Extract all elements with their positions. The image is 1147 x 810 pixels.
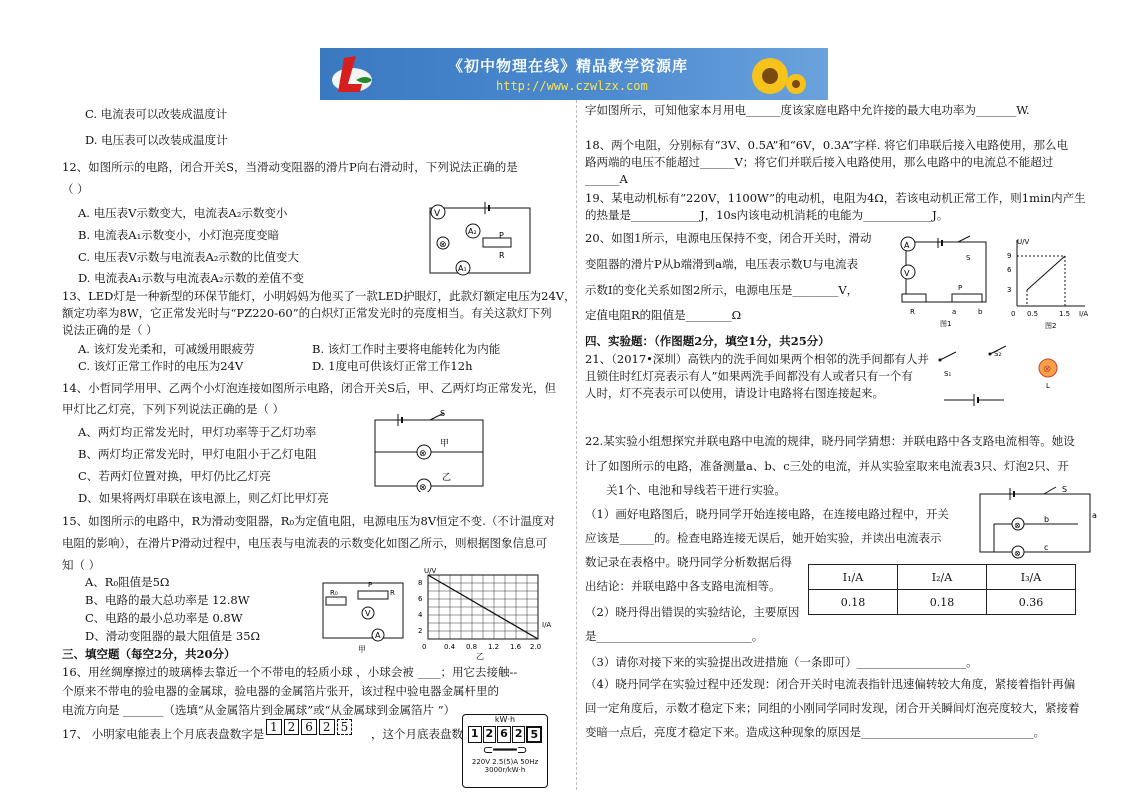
svg-text:⊗: ⊗ <box>1014 521 1021 530</box>
header-banner <box>320 48 828 100</box>
svg-text:U/V: U/V <box>424 567 437 575</box>
q22-line-2: 计了如图所示的电路，准备测量a、b、c三处的电流，并从实验室取来电流表3只、灯泡2只、开 <box>585 459 1069 473</box>
svg-text:P: P <box>368 581 373 589</box>
svg-text:⊗: ⊗ <box>419 449 427 459</box>
q18-line-2: 路两端的电压不能超过______V；将它们并联后接入电路使用，那么电路中的电流总不能超过 <box>585 155 1054 169</box>
svg-text:⊗: ⊗ <box>419 483 427 492</box>
q12-option-a: A. 电压表V示数变大，电流表A₂示数变小 <box>78 206 288 220</box>
section-3-title: 三、填空题（每空2分，共20分） <box>62 647 236 661</box>
svg-text:9: 9 <box>1007 252 1012 260</box>
q21-line-1: 21、（2017•深圳）高铁内的洗手间如果两个相邻的洗手间都有人并 <box>585 352 929 366</box>
svg-text:P: P <box>958 284 963 292</box>
svg-text:S₁: S₁ <box>944 370 952 378</box>
q22-4-line-1: （4）晓丹同学在实验过程中还发现：闭合开关时电流表指针迅速偏转较大角度，紧接着指针再偏 <box>585 677 1076 691</box>
q17-line-1: 17、 小明家电能表上个月底表盘数字是 <box>62 727 265 741</box>
svg-text:6: 6 <box>1007 266 1012 274</box>
q14-circuit-diagram <box>370 410 490 492</box>
q12-stem: 12、如图所示的电路，闭合开关S，当滑动变阻器的滑片P向右滑动时，下列说法正确的是 <box>62 160 518 174</box>
table-value-i2: 0.18 <box>898 590 987 615</box>
q21-line-2: 且锁住时红灯亮表示有人”如果两洗手间都没有人或者只有一个有 <box>585 369 913 383</box>
svg-text:图1: 图1 <box>940 320 952 328</box>
svg-text:图2: 图2 <box>1045 322 1057 330</box>
q14-option-d: D、如果将两灯串联在该电源上，则乙灯比甲灯亮 <box>78 491 329 505</box>
svg-text:R: R <box>910 308 915 316</box>
q14-stem-2: 甲灯比乙灯亮，下列下列说法正确的是（ ） <box>62 402 285 416</box>
svg-text:L: L <box>1046 382 1050 390</box>
q15-option-a: A、R₀阻值是5Ω <box>85 575 170 589</box>
q13-option-d: D. 1度电可供该灯正常工作12h <box>312 359 473 373</box>
table-header-i1: I₁/A <box>809 565 898 590</box>
banner-url[interactable]: http://www.czwlzx.com <box>496 79 648 93</box>
q12-option-c: C. 电压表V示数与电流表A₂示数的比值变大 <box>78 250 299 264</box>
q14-stem-1: 14、小哲同学用甲、乙两个小灯泡连接如图所示电路，闭合开关S后，甲、乙两灯均正常发光，但 <box>62 381 557 395</box>
q22-data-table <box>808 564 1076 615</box>
q12-bracket: （ ） <box>62 182 89 196</box>
svg-text:0: 0 <box>1011 310 1016 318</box>
svg-text:2.0: 2.0 <box>530 643 542 651</box>
svg-text:⊗: ⊗ <box>1043 364 1052 375</box>
banner-title: 《初中物理在线》精品教学资源库 <box>448 57 689 75</box>
q12-option-d: D. 电流表A₁示数与电流表A₂示数的差值不变 <box>78 271 304 285</box>
q18-line-1: 18、两个电阻，分别标有“3V、0.5A”和“6V，0.3A”字样. 将它们串联后接入电路使用，那么电 <box>585 138 1069 152</box>
svg-text:b: b <box>978 308 983 316</box>
q22-3-line: （3）请你对接下来的实验提出改进措施（一条即可）___________________。 <box>585 655 978 669</box>
table-header-i3: I₃/A <box>987 565 1076 590</box>
svg-text:R₀: R₀ <box>330 589 338 597</box>
svg-text:0: 0 <box>422 643 427 651</box>
q22-circuit-diagram <box>974 484 1098 560</box>
svg-text:b: b <box>1044 515 1050 524</box>
q13-option-c: C. 该灯正常工作时的电压为24V <box>78 359 244 373</box>
q19-line-2: 的热量是____________J，10s内该电动机消耗的电能为____________J。 <box>585 208 949 222</box>
svg-text:⊗: ⊗ <box>439 240 447 250</box>
svg-text:V: V <box>365 609 371 618</box>
q16-line-2: 个原来不带电的验电器的金属球，验电器的金属箔片张开，该过程中验电器金属杆里的 <box>62 684 499 698</box>
section-4-title: 四、实验题：（作图题2分，填空1分，共25分） <box>585 334 830 348</box>
svg-text:I/A: I/A <box>1079 310 1089 318</box>
q19-line-1: 19、某电动机标有“220V，1100W”的电动机，电阻为4Ω，若该电动机正常工作，则1min内产生 <box>585 191 1086 205</box>
q22-4-line-2: 回一定角度后，示数才稳定下来；同组的小刚同学同时发现，闭合开关瞬间灯泡亮度较大，紧接着 <box>585 701 1080 715</box>
svg-text:P: P <box>499 231 504 240</box>
svg-text:I/A: I/A <box>542 621 552 629</box>
svg-text:A₁: A₁ <box>458 264 467 273</box>
svg-text:1.6: 1.6 <box>510 643 522 651</box>
q22-2-line-1: （2）晓丹得出错误的实验结论，主要原因 <box>585 605 800 619</box>
q20-line-1: 20、如图1所示，电源电压保持不变，闭合开关时，滑动 <box>585 231 872 245</box>
svg-text:S₂: S₂ <box>994 350 1002 358</box>
q21-circuit-parts <box>934 342 1084 410</box>
q15-graph <box>410 565 560 661</box>
q15-stem-1: 15、如图所示的电路中，R为滑动变阻器，R₀为定值电阻，电源电压为8V恒定不变.（不计温度对 <box>62 514 555 528</box>
q14-option-a: A、两灯均正常发光时，甲灯功率等于乙灯功率 <box>78 425 317 439</box>
q17-line-3: 字如图所示，可知他家本月用电______度该家庭电路中允许接的最大电功率为_______W. <box>585 103 1030 117</box>
q22-1-line-3: 数记录在表格中。晓丹同学分析数据后得 <box>585 555 792 569</box>
svg-text:4: 4 <box>418 611 423 619</box>
q22-line-1: 22.某实验小组想探究并联电路中电流的规律，晓丹同学猜想：并联电路中各支路电流相等。她设 <box>585 434 1075 448</box>
svg-text:A: A <box>375 631 381 640</box>
svg-text:2: 2 <box>418 627 423 635</box>
q20-circuit-fig1 <box>892 234 1002 330</box>
svg-text:a: a <box>952 308 957 316</box>
q15-option-d: D、滑动变阻器的最大阻值是 35Ω <box>85 629 261 643</box>
svg-text:0.4: 0.4 <box>444 643 456 651</box>
svg-text:0.8: 0.8 <box>466 643 478 651</box>
column-divider <box>576 100 578 790</box>
svg-text:0.5: 0.5 <box>1027 310 1039 318</box>
svg-text:S: S <box>1062 485 1068 494</box>
q15-stem-3: 知（ ） <box>62 558 101 572</box>
table-value-i3: 0.36 <box>987 590 1076 615</box>
q13-option-b: B. 该灯工作时主要将电能转化为内能 <box>312 342 501 356</box>
q11-option-d: D. 电压表可以改装成温度计 <box>85 133 228 147</box>
svg-text:A: A <box>904 241 910 250</box>
svg-text:V: V <box>904 269 910 278</box>
svg-text:8: 8 <box>418 579 423 587</box>
fig-yi-caption: 乙 <box>476 652 484 661</box>
table-value-i1: 0.18 <box>809 590 898 615</box>
site-logo-icon <box>326 50 378 98</box>
q22-line-3: 关1个、电池和导线若干进行实验。 <box>606 483 786 497</box>
svg-text:U/V: U/V <box>1017 238 1030 246</box>
fig-jia-caption: 甲 <box>358 645 366 654</box>
q13-stem-1: 13、LED灯是一种新型的环保节能灯，小明妈妈为他买了一款LED护眼灯，此款灯额定电压为24V， <box>62 289 576 303</box>
q13-option-a: A. 该灯发光柔和，可减缓用眼疲劳 <box>78 342 255 356</box>
lamp-jia-label: 甲 <box>440 439 450 449</box>
svg-text:R: R <box>390 589 395 597</box>
q15-circuit-diagram <box>318 575 408 655</box>
lamp-yi-label: 乙 <box>442 473 452 483</box>
svg-text:1.2: 1.2 <box>488 643 500 651</box>
q22-1-line-4: 出结论：并联电路中各支路电流相等。 <box>585 579 781 593</box>
table-header-i2: I₂/A <box>898 565 987 590</box>
q13-stem-2: 额定功率为8W，它正常发光时与“PZ220-60”的白炽灯正常发光时的亮度相当。有关这款灯下列 <box>62 306 552 320</box>
q14-option-c: C、若两灯位置对换，甲灯仍比乙灯亮 <box>78 469 271 483</box>
q17-line-2: ，这个月底表盘数 <box>371 727 463 741</box>
q21-line-3: 人时，灯不亮表示可以使用，请设计电路将右图连接起来。 <box>585 386 884 400</box>
q22-1-line-1: （1）画好电路图后，晓丹同学开始连接电路，在连接电路过程中，开关 <box>585 507 949 521</box>
q16-line-1: 16、用丝绸摩擦过的玻璃棒去靠近一个不带电的轻质小球 ，小球会被 ____；用它去接触-- <box>62 665 518 679</box>
svg-text:R: R <box>499 251 505 260</box>
svg-text:A₂: A₂ <box>468 227 477 236</box>
q15-stem-2: 电阻的影响），在滑片P滑动过程中，电压表与电流表的示数变化如图乙所示，则根据图象信息可 <box>62 536 547 550</box>
svg-text:1.5: 1.5 <box>1059 310 1071 318</box>
svg-text:3: 3 <box>1007 286 1012 294</box>
q12-option-b: B. 电流表A₁示数变小，小灯泡亮度变暗 <box>78 228 280 242</box>
q12-circuit-diagram <box>425 198 535 278</box>
q14-option-b: B、两灯均正常发光时，甲灯电阻小于乙灯电阻 <box>78 447 317 461</box>
sunflower-icon <box>730 54 810 100</box>
q20-line-4: 定值电阻R的阻值是________Ω <box>585 308 742 322</box>
svg-text:V: V <box>434 209 441 219</box>
q15-option-b: B、电路的最大总功率是 12.8W <box>85 593 250 607</box>
svg-text:⊗: ⊗ <box>1014 549 1021 558</box>
q20-line-2: 变阻器的滑片P从b端滑到a端，电压表示数U与电流表 <box>585 257 859 271</box>
q11-option-c: C. 电流表可以改装成温度计 <box>85 107 228 121</box>
svg-text:S: S <box>966 254 971 262</box>
q18-line-3: ______A <box>585 172 628 186</box>
q15-option-c: C、电路的最小总功率是 0.8W <box>85 611 243 625</box>
q22-2-line-2: 是___________________________。 <box>585 629 764 643</box>
svg-text:a: a <box>1092 511 1097 520</box>
q16-line-3: 电流方向是 _______（选填“从金属箔片到金属球”或“从金属球到金属箔片 ”） <box>62 703 456 717</box>
electric-meter: kW·h 1 2 6 2 5 ⊂━━━⊃ 220V 2.5(5)A 50Hz 3000r/kW·h <box>462 714 548 788</box>
svg-text:c: c <box>1044 543 1049 552</box>
q20-graph-fig2 <box>1005 234 1095 330</box>
q13-stem-3: 说法正确的是（ ） <box>62 323 158 337</box>
svg-text:S: S <box>440 410 446 418</box>
q20-line-3: 示数I的变化关系如图2所示，电源电压是________V， <box>585 283 859 297</box>
svg-text:6: 6 <box>418 595 423 603</box>
q22-1-line-2: 应该是______的。检查电路连接无误后，她开始实验，并读出电流表示 <box>585 531 942 545</box>
q22-4-line-3: 变暗一点后，亮度才稳定下来。造成这种现象的原因是______________________________。 <box>585 725 1045 739</box>
meter-digits-last-month: 1 2 6 2 5 <box>266 719 352 735</box>
